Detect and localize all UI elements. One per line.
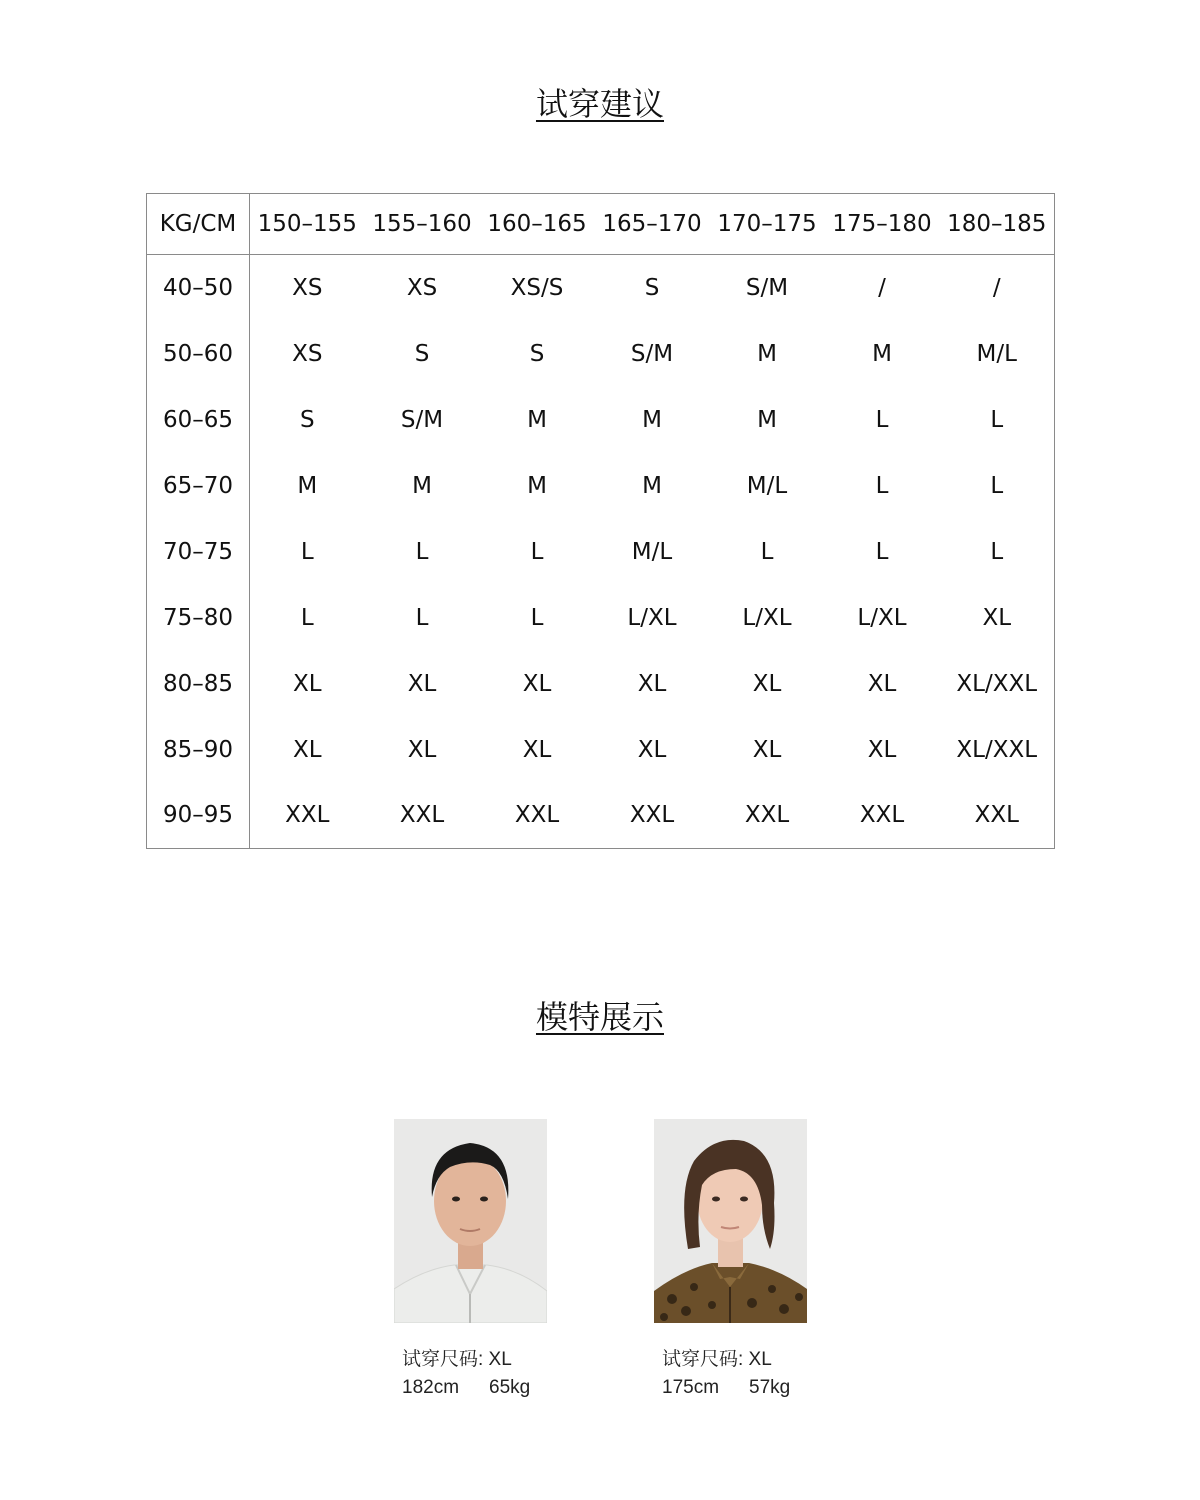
size-cell: /	[878, 274, 886, 301]
model-card	[394, 1119, 554, 1402]
model-measurements	[662, 1374, 814, 1402]
size-cell: L	[530, 538, 544, 565]
size-chart-body	[147, 255, 1055, 849]
model-weight: 57kg	[749, 1377, 791, 1398]
size-cell: M/L	[976, 340, 1017, 367]
size-cell: S/M	[400, 406, 444, 433]
size-cell: XL	[522, 736, 552, 763]
corner-label: KG/CM	[147, 194, 250, 255]
model-card	[654, 1119, 814, 1402]
size-chart-header-row	[147, 194, 1055, 255]
height-header: 165–170	[595, 194, 710, 255]
size-cell: L	[875, 472, 889, 499]
height-header: 155–160	[365, 194, 480, 255]
model-height: 182cm	[402, 1377, 460, 1398]
size-cell: XXL	[859, 802, 905, 829]
size-cell: S	[414, 340, 430, 367]
size-cell: S	[299, 406, 315, 433]
size-cell: XS	[292, 274, 323, 301]
size-cell: XXL	[399, 802, 445, 829]
size-cell: L/XL	[857, 604, 907, 631]
size-cell: L	[300, 538, 314, 565]
size-cell: L	[875, 406, 889, 433]
size-cell: XS	[292, 340, 323, 367]
size-chart-row	[147, 453, 1055, 519]
weight-range-label: 60–65	[147, 387, 250, 453]
size-chart-row	[147, 519, 1055, 585]
size-cell: XL/XXL	[956, 736, 1038, 763]
size-cell: M	[527, 472, 547, 499]
size-cell: L	[875, 538, 889, 565]
size-chart-table	[146, 193, 1055, 849]
size-cell: XS/S	[510, 274, 564, 301]
size-cell: XL/XXL	[956, 670, 1038, 697]
size-cell: L	[300, 604, 314, 631]
size-cell: XL	[752, 670, 782, 697]
size-cell: S	[644, 274, 660, 301]
height-header: 150–155	[250, 194, 365, 255]
size-chart-row	[147, 651, 1055, 717]
size-chart-row	[147, 255, 1055, 321]
weight-range-label: 50–60	[147, 321, 250, 387]
model-fit-size: 试穿尺码: XL	[402, 1349, 512, 1370]
weight-range-label: 40–50	[147, 255, 250, 321]
size-cell: XXL	[974, 802, 1019, 829]
size-cell: S	[529, 340, 545, 367]
size-cell: /	[992, 274, 1001, 301]
weight-range-label: 85–90	[147, 717, 250, 783]
size-cell: L	[760, 538, 774, 565]
model-photo	[394, 1119, 547, 1323]
size-cell: XL	[752, 736, 782, 763]
size-cell: XXL	[285, 802, 330, 829]
size-cell: M	[297, 472, 318, 499]
model-weight: 65kg	[489, 1377, 531, 1398]
size-chart-row	[147, 321, 1055, 387]
size-chart-row	[147, 387, 1055, 453]
size-cell: XXL	[629, 802, 675, 829]
weight-range-label: 75–80	[147, 585, 250, 651]
size-chart-row	[147, 717, 1055, 783]
size-cell: L	[990, 538, 1004, 565]
size-cell: M/L	[746, 472, 788, 499]
model-showcase-title-text: 模特展示	[535, 999, 664, 1035]
size-cell: M	[757, 340, 777, 367]
size-cell: XL	[982, 604, 1012, 631]
model-photo	[654, 1119, 807, 1323]
size-cell: S/M	[630, 340, 674, 367]
model-info	[654, 1346, 814, 1402]
size-cell: L	[990, 406, 1004, 433]
size-cell: XL	[522, 670, 552, 697]
weight-range-label: 70–75	[147, 519, 250, 585]
model-info	[394, 1346, 554, 1402]
size-cell: XL	[867, 736, 897, 763]
fit-suggestion-title-text: 试穿建议	[535, 86, 664, 122]
size-cell: XL	[292, 670, 322, 697]
size-cell: L/XL	[627, 604, 677, 631]
size-cell: XL	[292, 736, 322, 763]
size-chart-row	[147, 585, 1055, 651]
model-height: 175cm	[662, 1377, 720, 1398]
size-cell: M/L	[631, 538, 673, 565]
height-header: 170–175	[710, 194, 825, 255]
size-cell: XXL	[744, 802, 790, 829]
height-header: 180–185	[940, 194, 1055, 255]
model-showcase-title	[0, 997, 1200, 1037]
model-fit-size: 试穿尺码: XL	[662, 1349, 772, 1370]
size-cell: L	[530, 604, 544, 631]
size-cell: XL	[407, 670, 437, 697]
size-cell: M	[412, 472, 432, 499]
size-cell: XS	[406, 274, 438, 301]
size-cell: M	[757, 406, 777, 433]
size-cell: XL	[867, 670, 897, 697]
size-cell: XL	[637, 670, 667, 697]
size-cell: L	[415, 538, 429, 565]
size-cell: M	[872, 340, 892, 367]
model-measurements	[402, 1374, 554, 1402]
weight-range-label: 80–85	[147, 651, 250, 717]
size-cell: S/M	[745, 274, 789, 301]
size-cell: M	[642, 472, 662, 499]
height-header: 175–180	[825, 194, 940, 255]
weight-range-label: 65–70	[147, 453, 250, 519]
size-cell: XL	[407, 736, 437, 763]
size-cell: L	[990, 472, 1004, 499]
size-chart-row	[147, 783, 1055, 849]
size-cell: M	[527, 406, 547, 433]
fit-suggestion-title	[0, 84, 1200, 124]
size-cell: L	[415, 604, 429, 631]
size-cell: XL	[637, 736, 667, 763]
size-cell: XXL	[514, 802, 560, 829]
weight-range-label: 90–95	[147, 783, 250, 849]
size-cell: M	[642, 406, 662, 433]
height-header: 160–165	[480, 194, 595, 255]
size-cell: L/XL	[742, 604, 792, 631]
